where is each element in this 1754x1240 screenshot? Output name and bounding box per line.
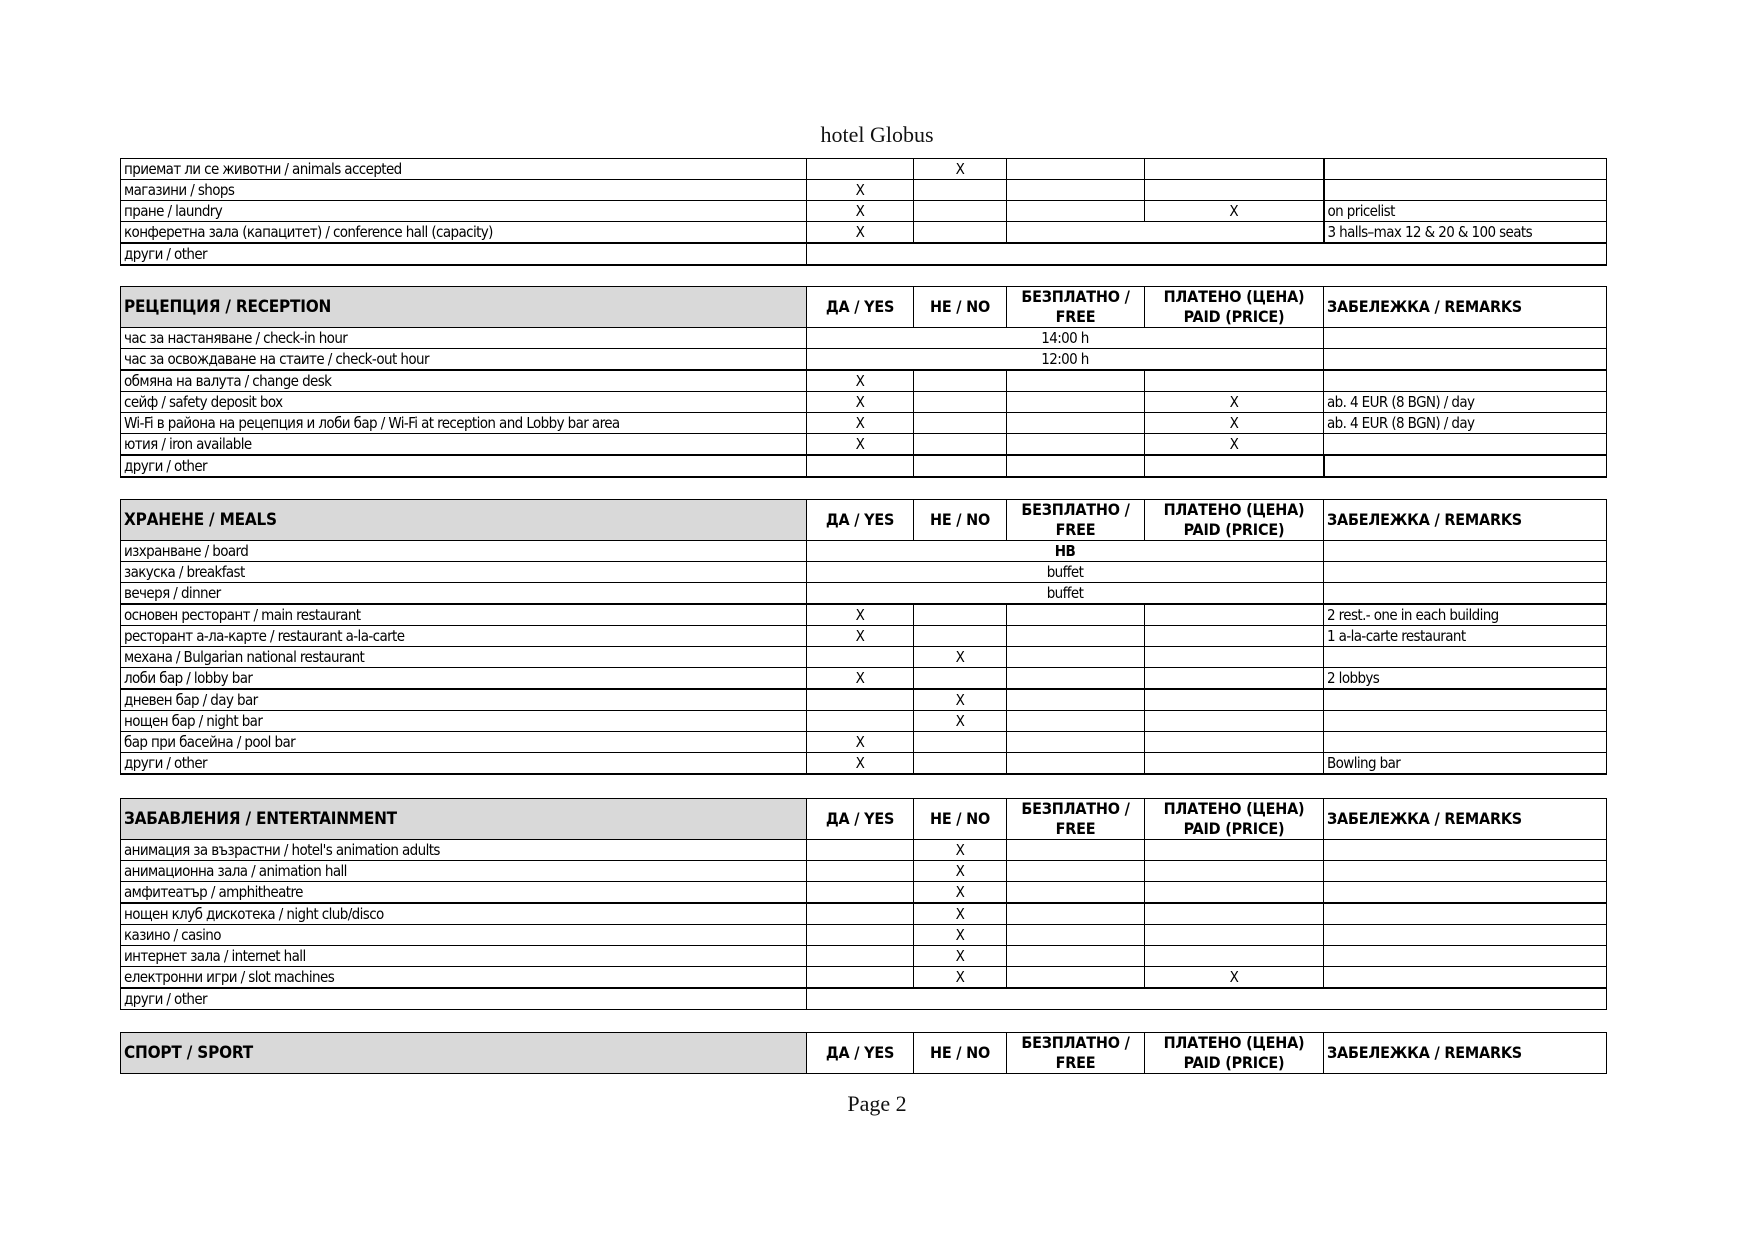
no-cell (914, 222, 1007, 244)
free-cell (1007, 946, 1145, 967)
free-cell (1007, 647, 1145, 668)
table-header-row (121, 1033, 1607, 1074)
paid-cell (1145, 840, 1324, 861)
column-header-remarks: ЗАБЕЛЕЖКА / REMARKS (1324, 287, 1607, 328)
remarks-cell (1324, 689, 1607, 711)
remarks-cell (1324, 967, 1607, 989)
no-cell (914, 392, 1007, 413)
table-row (121, 159, 1607, 180)
no-cell (914, 201, 1007, 222)
table-header-row (121, 799, 1607, 840)
free-cell (1007, 861, 1145, 882)
remarks-cell (1324, 180, 1607, 201)
column-header-remarks: ЗАБЕЛЕЖКА / REMARKS (1324, 1033, 1607, 1074)
paid-cell (1145, 903, 1324, 925)
other-merged-cell (807, 243, 1607, 265)
free-cell (1007, 840, 1145, 861)
table-row (121, 861, 1607, 882)
column-header-no: НЕ / NO (914, 500, 1007, 541)
table-row (121, 689, 1607, 711)
paid-line1: ПЛАТЕНО (ЦЕНА) (1163, 799, 1305, 818)
paid-line2: PAID (PRICE) (1183, 819, 1285, 838)
remarks-cell (1324, 583, 1607, 605)
paid-line1: ПЛАТЕНО (ЦЕНА) (1163, 287, 1305, 306)
free-line1: БЕЗПЛАТНО / (1021, 500, 1130, 519)
row-label: основен ресторант / main restaurant (121, 604, 807, 626)
paid-cell (1145, 925, 1324, 946)
free-line2: FREE (1055, 1053, 1096, 1072)
no-cell (914, 434, 1007, 456)
no-cell (914, 626, 1007, 647)
no-cell (914, 604, 1007, 626)
merged-value-cell: buffet (807, 562, 1324, 583)
row-label: сейф / safety deposit box (121, 392, 807, 413)
paid-cell (1145, 604, 1324, 626)
row-label: други / other (121, 988, 807, 1010)
section-title: РЕЦЕПЦИЯ / RECEPTION (121, 287, 807, 328)
table-header-row (121, 287, 1607, 328)
row-label: нощен бар / night bar (121, 711, 807, 732)
free-cell (1007, 732, 1145, 753)
no-cell (914, 370, 1007, 392)
yes-cell (807, 840, 914, 861)
free-cell (1007, 753, 1145, 775)
table-row (121, 222, 1607, 244)
no-cell: X (914, 159, 1007, 180)
paid-line1: ПЛАТЕНО (ЦЕНА) (1163, 500, 1305, 519)
row-label: закуска / breakfast (121, 562, 807, 583)
free-cell (1007, 925, 1145, 946)
row-label: дневен бар / day bar (121, 689, 807, 711)
free-cell (1007, 434, 1145, 456)
row-label: бар при басейна / pool bar (121, 732, 807, 753)
merged-value-cell: buffet (807, 583, 1324, 605)
row-label: механа / Bulgarian national restaurant (121, 647, 807, 668)
no-cell: X (914, 882, 1007, 904)
column-header-no: НЕ / NO (914, 799, 1007, 840)
table-row (121, 392, 1607, 413)
remarks-cell (1324, 946, 1607, 967)
remarks-cell (1324, 732, 1607, 753)
merged-value-cell: 12:00 h (807, 349, 1324, 371)
paid-cell (1145, 753, 1324, 775)
remarks-cell (1324, 328, 1607, 349)
yes-cell: X (807, 753, 914, 775)
paid-cell: X (1145, 392, 1324, 413)
table-row (121, 882, 1607, 904)
table-row (121, 180, 1607, 201)
free-line2: FREE (1055, 307, 1096, 326)
column-header-no: НЕ / NO (914, 1033, 1007, 1074)
remarks-cell: on pricelist (1324, 201, 1607, 222)
paid-cell (1145, 370, 1324, 392)
table-row (121, 925, 1607, 946)
free-cell (1007, 689, 1145, 711)
other-merged-cell (807, 988, 1607, 1010)
paid-cell (1145, 689, 1324, 711)
remarks-cell (1324, 370, 1607, 392)
table-row (121, 201, 1607, 222)
table-row (121, 243, 1607, 265)
row-label: казино / casino (121, 925, 807, 946)
free-cell (1007, 370, 1145, 392)
column-header-paid (1145, 287, 1324, 328)
column-header-free (1007, 799, 1145, 840)
merged-value-cell: 14:00 h (807, 328, 1324, 349)
yes-cell (807, 967, 914, 989)
free-cell (1007, 413, 1145, 434)
yes-cell: X (807, 201, 914, 222)
document-title: hotel Globus (820, 122, 934, 147)
yes-cell: X (807, 434, 914, 456)
yes-cell: X (807, 604, 914, 626)
paid-cell (1145, 180, 1324, 201)
entertainment-table (120, 798, 1607, 1010)
free-cell (1007, 903, 1145, 925)
paid-cell (1145, 455, 1324, 477)
column-header-free (1007, 500, 1145, 541)
paid-cell (1145, 668, 1324, 690)
yes-cell: X (807, 413, 914, 434)
table-row (121, 541, 1607, 562)
yes-cell: X (807, 222, 914, 244)
yes-cell (807, 455, 914, 477)
row-label: час за настаняване / check-in hour (121, 328, 807, 349)
no-cell: X (914, 946, 1007, 967)
table-header-row (121, 500, 1607, 541)
no-cell (914, 668, 1007, 690)
remarks-cell (1324, 903, 1607, 925)
paid-cell (1145, 159, 1324, 180)
paid-cell: X (1145, 201, 1324, 222)
column-header-remarks: ЗАБЕЛЕЖКА / REMARKS (1324, 799, 1607, 840)
remarks-cell (1324, 455, 1607, 477)
remarks-cell (1324, 882, 1607, 904)
remarks-cell: 2 rest.- one in each building (1324, 604, 1607, 626)
column-header-remarks: ЗАБЕЛЕЖКА / REMARKS (1324, 500, 1607, 541)
column-header-paid (1145, 1033, 1324, 1074)
no-cell (914, 455, 1007, 477)
table-row (121, 604, 1607, 626)
yes-cell: X (807, 370, 914, 392)
table-row (121, 434, 1607, 456)
remarks-cell (1324, 434, 1607, 456)
column-header-yes: ДА / YES (807, 799, 914, 840)
remarks-cell: 2 lobbys (1324, 668, 1607, 690)
no-cell: X (914, 967, 1007, 989)
no-cell (914, 413, 1007, 434)
table-row (121, 349, 1607, 371)
free-line1: БЕЗПЛАТНО / (1021, 799, 1130, 818)
remarks-cell (1324, 159, 1607, 180)
free-cell (1007, 392, 1145, 413)
no-cell (914, 732, 1007, 753)
no-cell: X (914, 689, 1007, 711)
free-cell (1007, 967, 1145, 989)
remarks-cell (1324, 861, 1607, 882)
meals-table (120, 499, 1607, 775)
row-label: други / other (121, 243, 807, 265)
table-row (121, 562, 1607, 583)
table-row (121, 946, 1607, 967)
reception-table (120, 286, 1607, 478)
table-row (121, 967, 1607, 989)
table-row (121, 668, 1607, 690)
merged-value-cell: HB (807, 541, 1324, 562)
no-cell: X (914, 861, 1007, 882)
section-title: ЗАБАВЛЕНИЯ / ENTERTAINMENT (121, 799, 807, 840)
remarks-cell (1324, 562, 1607, 583)
paid-cell (1145, 711, 1324, 732)
no-cell: X (914, 647, 1007, 668)
yes-cell (807, 903, 914, 925)
paid-cell: X (1145, 413, 1324, 434)
yes-cell (807, 925, 914, 946)
no-cell (914, 180, 1007, 201)
row-label: интернет зала / internet hall (121, 946, 807, 967)
row-label: Wi-Fi в района на рецепция и лоби бар / Wi-Fi at reception and Lobby bar area (121, 413, 807, 434)
row-label: магазини / shops (121, 180, 807, 201)
free-cell (1007, 159, 1145, 180)
row-label: ресторант а-ла-карте / restaurant a-la-carte (121, 626, 807, 647)
yes-cell (807, 647, 914, 668)
paid-line2: PAID (PRICE) (1183, 1053, 1285, 1072)
column-header-free (1007, 1033, 1145, 1074)
yes-cell: X (807, 180, 914, 201)
no-cell: X (914, 840, 1007, 861)
no-cell: X (914, 711, 1007, 732)
remarks-cell (1324, 541, 1607, 562)
free-cell (1007, 668, 1145, 690)
remarks-cell (1324, 647, 1607, 668)
remarks-cell (1324, 840, 1607, 861)
column-header-no: НЕ / NO (914, 287, 1007, 328)
table-row (121, 370, 1607, 392)
yes-cell: X (807, 392, 914, 413)
section-title: ХРАНЕНЕ / MEALS (121, 500, 807, 541)
table-row (121, 647, 1607, 668)
paid-line1: ПЛАТЕНО (ЦЕНА) (1163, 1033, 1305, 1052)
free-cell (1007, 626, 1145, 647)
free-line2: FREE (1055, 819, 1096, 838)
row-label: пране / laundry (121, 201, 807, 222)
general-services-table (120, 158, 1607, 266)
table-row (121, 988, 1607, 1010)
free-paid-merged-cell (1007, 222, 1324, 244)
remarks-cell: ab. 4 EUR (8 BGN) / day (1324, 392, 1607, 413)
free-cell (1007, 711, 1145, 732)
yes-cell: X (807, 626, 914, 647)
table-row (121, 413, 1607, 434)
column-header-paid (1145, 500, 1324, 541)
paid-line2: PAID (PRICE) (1183, 520, 1285, 539)
row-label: нощен клуб дискотека / night club/disco (121, 903, 807, 925)
table-row (121, 711, 1607, 732)
free-line1: БЕЗПЛАТНО / (1021, 1033, 1130, 1052)
paid-cell (1145, 626, 1324, 647)
sport-table (120, 1032, 1607, 1074)
row-label: други / other (121, 455, 807, 477)
paid-cell (1145, 861, 1324, 882)
remarks-cell (1324, 349, 1607, 371)
table-row (121, 328, 1607, 349)
yes-cell (807, 689, 914, 711)
yes-cell (807, 159, 914, 180)
free-cell (1007, 604, 1145, 626)
row-label: електронни игри / slot machines (121, 967, 807, 989)
free-cell (1007, 455, 1145, 477)
table-row (121, 455, 1607, 477)
yes-cell (807, 946, 914, 967)
yes-cell (807, 711, 914, 732)
row-label: вечеря / dinner (121, 583, 807, 605)
no-cell: X (914, 903, 1007, 925)
paid-cell (1145, 732, 1324, 753)
free-line1: БЕЗПЛАТНО / (1021, 287, 1130, 306)
table-row (121, 732, 1607, 753)
page-number: Page 2 (847, 1091, 907, 1116)
remarks-cell: Bowling bar (1324, 753, 1607, 775)
paid-cell (1145, 647, 1324, 668)
yes-cell: X (807, 668, 914, 690)
column-header-paid (1145, 799, 1324, 840)
remarks-cell: ab. 4 EUR (8 BGN) / day (1324, 413, 1607, 434)
column-header-yes: ДА / YES (807, 1033, 914, 1074)
table-row (121, 840, 1607, 861)
yes-cell: X (807, 732, 914, 753)
row-label: приемат ли се животни / animals accepted (121, 159, 807, 180)
column-header-yes: ДА / YES (807, 500, 914, 541)
remarks-cell: 3 halls–max 12 & 20 & 100 seats (1324, 222, 1607, 244)
yes-cell (807, 861, 914, 882)
remarks-cell (1324, 711, 1607, 732)
no-cell: X (914, 925, 1007, 946)
no-cell (914, 753, 1007, 775)
row-label: час за освождаване на стаите / check-out hour (121, 349, 807, 371)
row-label: конферетна зала (капацитет) / conference hall (capacity) (121, 222, 807, 244)
column-header-yes: ДА / YES (807, 287, 914, 328)
paid-line2: PAID (PRICE) (1183, 307, 1285, 326)
row-label: амфитеатър / amphitheatre (121, 882, 807, 904)
row-label: други / other (121, 753, 807, 775)
row-label: изхранване / board (121, 541, 807, 562)
row-label: анимационна зала / animation hall (121, 861, 807, 882)
yes-cell (807, 882, 914, 904)
row-label: лоби бар / lobby bar (121, 668, 807, 690)
free-line2: FREE (1055, 520, 1096, 539)
remarks-cell: 1 a-la-carte restaurant (1324, 626, 1607, 647)
row-label: ютия / iron available (121, 434, 807, 456)
column-header-free (1007, 287, 1145, 328)
table-row (121, 903, 1607, 925)
remarks-cell (1324, 925, 1607, 946)
free-cell (1007, 882, 1145, 904)
row-label: обмяна на валута / change desk (121, 370, 807, 392)
table-row (121, 626, 1607, 647)
free-cell (1007, 201, 1145, 222)
free-cell (1007, 180, 1145, 201)
table-row (121, 583, 1607, 605)
paid-cell (1145, 882, 1324, 904)
table-row (121, 753, 1607, 775)
row-label: анимация за възрастни / hotel's animation adults (121, 840, 807, 861)
paid-cell (1145, 946, 1324, 967)
paid-cell: X (1145, 967, 1324, 989)
paid-cell: X (1145, 434, 1324, 456)
section-title: СПОРТ / SPORT (121, 1033, 807, 1074)
